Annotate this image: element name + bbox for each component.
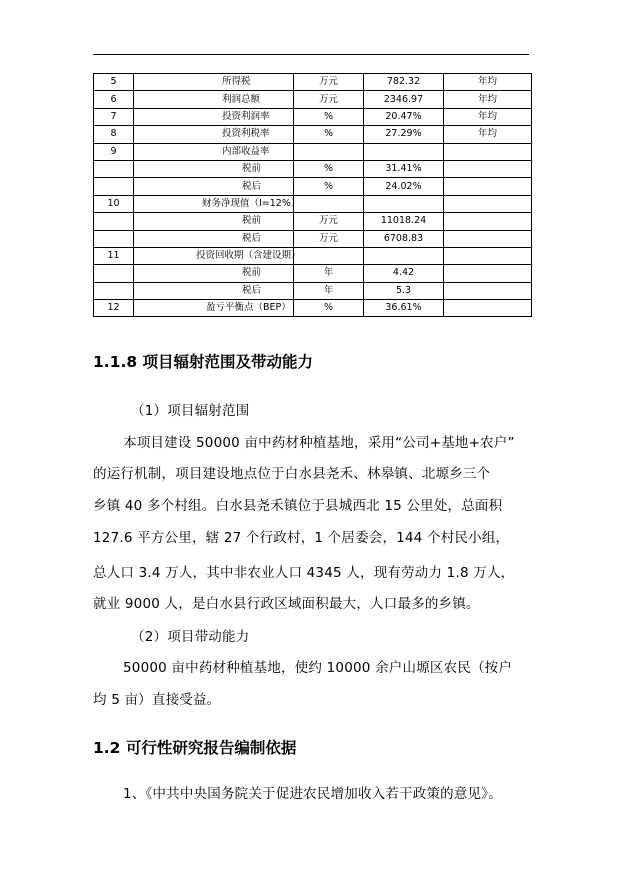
row-unit: %: [294, 160, 364, 177]
row-item: 所得税: [134, 74, 294, 91]
row-item: 税前: [134, 265, 294, 282]
row-value: 5.3: [364, 282, 444, 299]
row-value: 4.42: [364, 265, 444, 282]
row-unit: [294, 143, 364, 160]
row-item: 投资利润率: [134, 108, 294, 125]
table-row: [94, 265, 532, 282]
row-value: 11018.24: [364, 213, 444, 230]
row-value: 20.47%: [364, 108, 444, 125]
table-row: [94, 213, 532, 230]
row-number: 9: [94, 143, 134, 160]
row-number: [94, 178, 134, 195]
row-item: 利润总额: [134, 91, 294, 108]
row-unit: %: [294, 108, 364, 125]
row-number: 10: [94, 195, 134, 212]
row-number: 11: [94, 247, 134, 264]
row-note: [444, 230, 532, 247]
row-item: 投资回收期（含建设期）: [134, 247, 294, 264]
financial-indicators-table: [93, 73, 532, 317]
row-item: 投资利税率: [134, 126, 294, 143]
row-item: 税前: [134, 213, 294, 230]
row-unit: 年: [294, 265, 364, 282]
row-value: 24.02%: [364, 178, 444, 195]
row-item: 财务净现值（I=12%）: [134, 195, 294, 212]
row-item: 税后: [134, 230, 294, 247]
row-number: [94, 282, 134, 299]
row-note: 年均: [444, 108, 532, 125]
table-row: [94, 247, 532, 264]
table-row: [94, 300, 532, 317]
table-row: [94, 74, 532, 91]
row-value: 6708.83: [364, 230, 444, 247]
paragraph-line: 50000 亩中药材种植基地，使约 10000 余户山塬区农民（按户: [123, 660, 513, 676]
paragraph-line: 总人口 3.4 万人，其中非农业人口 4345 人，现有劳动力 1.8 万人，: [93, 565, 515, 581]
paragraph-line: 本项目建设 50000 亩中药材种植基地，采用“公司+基地+农户”: [123, 435, 515, 451]
row-note: [444, 195, 532, 212]
row-note: [444, 300, 532, 317]
subheading-radiation-scope: （1）项目辐射范围: [131, 403, 250, 419]
row-unit: [294, 195, 364, 212]
row-unit: 万元: [294, 74, 364, 91]
paragraph-line: 127.6 平方公里，辖 27 个行政村，1 个居委会，144 个村民小组，: [93, 530, 510, 546]
page-header-rule: [93, 54, 529, 55]
table-row: [94, 126, 532, 143]
row-value: 31.41%: [364, 160, 444, 177]
row-item: 内部收益率: [134, 143, 294, 160]
row-number: 7: [94, 108, 134, 125]
row-value: 36.61%: [364, 300, 444, 317]
row-value: [364, 247, 444, 264]
section-heading-1-2: 1.2 可行性研究报告编制依据: [93, 739, 297, 757]
row-item: 税后: [134, 178, 294, 195]
row-value: [364, 143, 444, 160]
row-unit: 万元: [294, 91, 364, 108]
table-row: [94, 230, 532, 247]
row-note: 年均: [444, 74, 532, 91]
row-note: [444, 178, 532, 195]
subheading-driving-capacity: （2）项目带动能力: [131, 629, 250, 645]
table-row: [94, 195, 532, 212]
row-note: [444, 265, 532, 282]
row-note: [444, 143, 532, 160]
table-row: [94, 160, 532, 177]
row-item: 税后: [134, 282, 294, 299]
row-unit: 万元: [294, 213, 364, 230]
row-unit: 年: [294, 282, 364, 299]
table-row: [94, 108, 532, 125]
table-row: [94, 282, 532, 299]
row-number: 12: [94, 300, 134, 317]
row-unit: %: [294, 178, 364, 195]
row-unit: %: [294, 300, 364, 317]
row-value: 782.32: [364, 74, 444, 91]
row-note: [444, 282, 532, 299]
row-unit: [294, 247, 364, 264]
row-number: [94, 230, 134, 247]
row-note: [444, 213, 532, 230]
row-item: 盈亏平衡点（BEP）: [134, 300, 294, 317]
paragraph-line: 的运行机制，项目建设地点位于白水县尧禾、林皋镇、北塬乡三个: [93, 466, 491, 482]
row-number: 5: [94, 74, 134, 91]
row-number: [94, 160, 134, 177]
row-number: [94, 213, 134, 230]
row-value: 27.29%: [364, 126, 444, 143]
row-note: 年均: [444, 91, 532, 108]
row-note: [444, 160, 532, 177]
row-note: 年均: [444, 126, 532, 143]
row-value: 2346.97: [364, 91, 444, 108]
paragraph-line: 就业 9000 人，是白水县行政区域面积最大，人口最多的乡镇。: [93, 596, 480, 612]
table-row: [94, 178, 532, 195]
row-note: [444, 247, 532, 264]
table-row: [94, 91, 532, 108]
row-unit: %: [294, 126, 364, 143]
paragraph-line: 均 5 亩）直接受益。: [93, 692, 221, 708]
row-item: 税前: [134, 160, 294, 177]
row-number: [94, 265, 134, 282]
row-number: 8: [94, 126, 134, 143]
paragraph-line: 乡镇 40 多个村组。白水县尧禾镇位于县城西北 15 公里处，总面积: [93, 498, 503, 514]
table-row: [94, 143, 532, 160]
section-heading-1-1-8: 1.1.8 项目辐射范围及带动能力: [93, 353, 314, 371]
basis-item-1: 1、《中共中央国务院关于促进农民增加收入若干政策的意见》。: [123, 786, 502, 802]
row-unit: 万元: [294, 230, 364, 247]
row-value: [364, 195, 444, 212]
row-number: 6: [94, 91, 134, 108]
